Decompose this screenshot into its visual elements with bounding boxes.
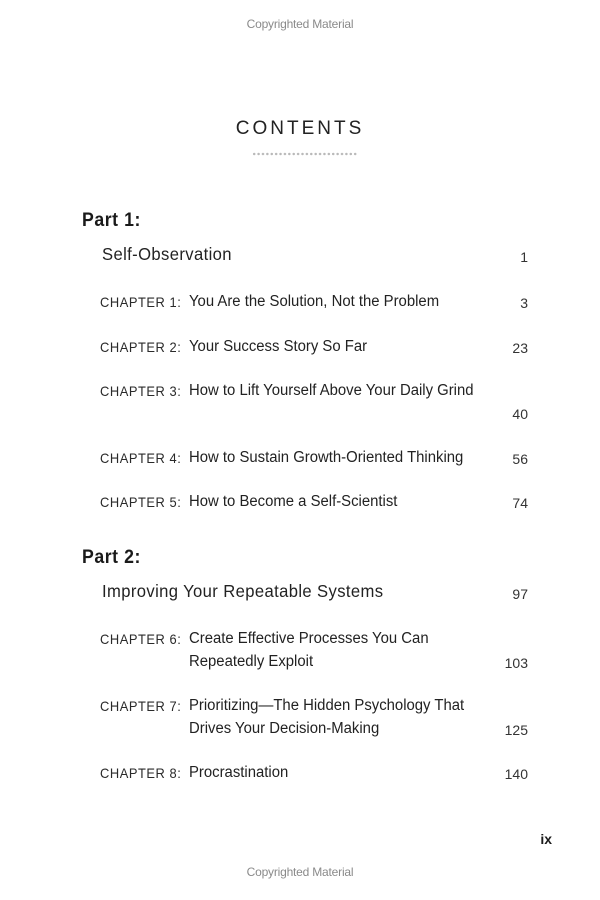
chapter-8-page: 140 bbox=[504, 766, 528, 782]
chapter-1-title[interactable]: You Are the Solution, Not the Problem bbox=[189, 293, 440, 310]
chapter-4-page: 56 bbox=[512, 451, 528, 467]
chapter-8-label: CHAPTER 8: bbox=[100, 765, 182, 781]
chapter-6-page: 103 bbox=[504, 655, 528, 671]
chapter-3-page: 40 bbox=[512, 406, 528, 422]
chapter-6-label: CHAPTER 6: bbox=[100, 631, 182, 647]
part-2-label: Part 2: bbox=[82, 547, 141, 568]
chapter-2-page: 23 bbox=[512, 340, 528, 356]
chapter-1-page: 3 bbox=[520, 295, 528, 311]
chapter-4-title[interactable]: How to Sustain Growth-Oriented Thinking bbox=[189, 449, 464, 466]
part-1-page: 1 bbox=[520, 249, 528, 265]
chapter-4-label: CHAPTER 4: bbox=[100, 450, 182, 466]
part-1-title: Self-Observation bbox=[102, 244, 232, 264]
chapter-3-label: CHAPTER 3: bbox=[100, 383, 182, 399]
chapter-8-title[interactable]: Procrastination bbox=[189, 764, 289, 781]
chapter-5-page: 74 bbox=[512, 495, 528, 511]
part-1-label: Part 1: bbox=[82, 210, 141, 231]
chapter-6-title[interactable]: Create Effective Processes You Can Repeatedly Exploit bbox=[189, 630, 429, 670]
part-2-title: Improving Your Repeatable Systems bbox=[102, 581, 384, 601]
page-title: CONTENTS bbox=[235, 118, 365, 139]
chapter-2-title[interactable]: Your Success Story So Far bbox=[189, 338, 368, 355]
page-folio: ix bbox=[540, 831, 552, 847]
chapter-5-title[interactable]: How to Become a Self-Scientist bbox=[189, 493, 398, 510]
part-2-page: 97 bbox=[512, 586, 528, 602]
chapter-5-label: CHAPTER 5: bbox=[100, 494, 182, 510]
chapter-2-label: CHAPTER 2: bbox=[100, 339, 182, 355]
chapter-3-title[interactable]: How to Lift Yourself Above Your Daily Grind bbox=[189, 382, 474, 399]
chapter-7-page: 125 bbox=[504, 722, 528, 738]
title-dotted-rule bbox=[252, 152, 358, 156]
copyright-watermark-top: Copyrighted Material bbox=[246, 17, 354, 31]
chapter-7-label: CHAPTER 7: bbox=[100, 698, 182, 714]
chapter-7-title[interactable]: Prioritizing—The Hidden Psychology That Drives Your Decision-Making bbox=[189, 697, 465, 737]
copyright-watermark-bottom: Copyrighted Material bbox=[246, 865, 354, 879]
chapter-1-label: CHAPTER 1: bbox=[100, 294, 182, 310]
